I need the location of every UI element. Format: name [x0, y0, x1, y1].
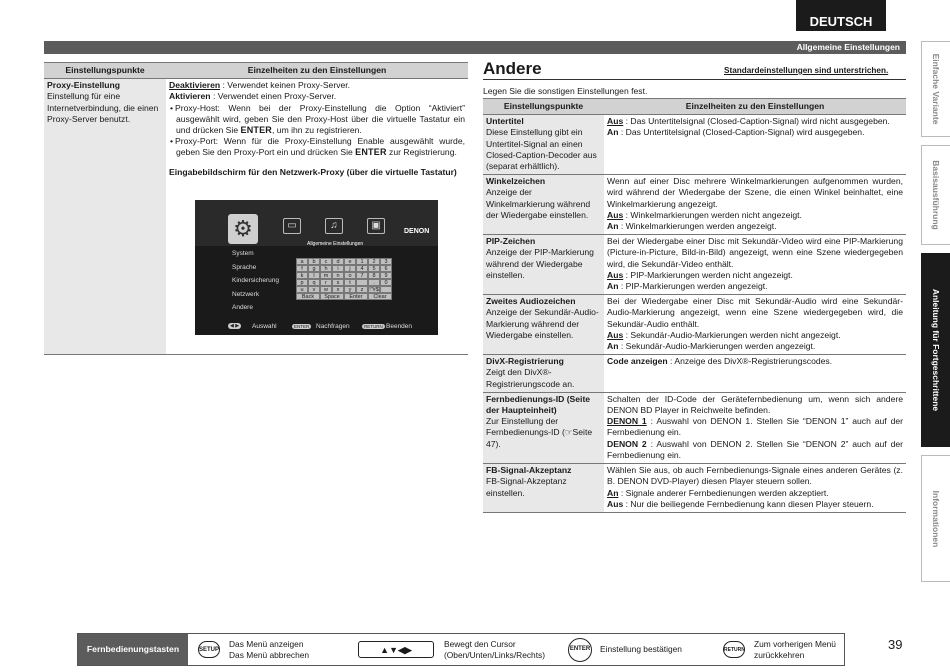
option-line: Aus : PIP-Markierungen werden nicht angezeigt.	[607, 269, 793, 280]
brand-logo: DENON	[404, 228, 430, 235]
keyboard-key: w	[320, 286, 332, 293]
page-number: 39	[888, 637, 903, 652]
keyboard-key: 0	[380, 279, 392, 286]
keyboard-key: o	[344, 272, 356, 279]
keyboard-key: l	[308, 272, 320, 279]
keyboard-key: z	[356, 286, 368, 293]
standard-note: Standardeinstellungen sind unterstrichen.	[724, 66, 889, 75]
option-line: Bei der Wiedergabe einer Disc mit Sekundär-Audio wird eine Sekundär-Audio-Markierung angezeigt, wenn eine Szene wiedergegeben wird, die Sekundär-Audio enthält.	[607, 296, 903, 329]
osd-gear-label: Allgemeine Einstellungen	[307, 241, 364, 247]
keyboard-key: e	[344, 258, 356, 265]
setting-desc: Anzeige der Sekundär-Audio-Markierung während der Wiedergabe einstellen.	[486, 307, 599, 340]
osd-menu-item: Andere	[232, 304, 253, 311]
osd-screenshot	[195, 200, 438, 335]
keyboard-key: Back	[296, 293, 320, 300]
keyboard-key: f	[296, 265, 308, 272]
keyboard-key: x	[332, 286, 344, 293]
enter-icon: ENTER	[294, 324, 310, 329]
option-line: Bei der Wiedergabe einer Disc mit Sekundär-Video wird eine PIP-Markierung (Picture-in-Picture, Bild-in-Bild) angezeigt, wenn eine Szene wiedergegeben wird, die Sekundär-Video enthält.	[607, 236, 903, 269]
keyboard-key: a	[296, 258, 308, 265]
sidetab-einfache-variante[interactable]: Einfache Variante	[921, 41, 950, 137]
option-line: DENON 2 : Auswahl von DENON 2. Stellen Sie “DENON 2” auch auf der Fernbedienung ein.	[607, 438, 904, 460]
arrows-icon: ◀ ▶	[230, 323, 240, 329]
remote-keys-footer	[77, 633, 845, 666]
return-icon: RETURN	[364, 324, 383, 329]
col-header-details: Einzelheiten zu den Einstellungen	[604, 99, 906, 115]
osd-menu-item: Kindersicherung	[232, 277, 279, 284]
keyboard-key: Space	[320, 293, 344, 300]
other-settings-table	[483, 98, 906, 513]
return-button-icon: RETURN	[723, 641, 745, 658]
music-icon: ♫	[325, 218, 343, 234]
keyboard-key: y	[344, 286, 356, 293]
intro-text: Legen Sie die sonstigen Einstellungen fest.	[483, 86, 648, 96]
col-header-settings: Einstellungspunkte	[44, 63, 166, 79]
display-icon: ▭	[283, 218, 301, 234]
setting-title: Zweites Audiozeichen	[486, 296, 576, 307]
keyboard-key: d	[332, 258, 344, 265]
keyboard-key: 9	[380, 272, 392, 279]
title-divider	[483, 79, 906, 80]
enter-text: Einstellung bestätigen	[600, 644, 682, 654]
option-line: An : Das Untertitelsignal (Closed-Caption-Signal) wird ausgegeben.	[607, 127, 865, 138]
keyboard-key: c	[320, 258, 332, 265]
col-header-settings: Einstellungspunkte	[483, 99, 604, 115]
setting-desc: Zeigt den DivX®-Registrierungscode an.	[486, 367, 575, 389]
osd-menu-item: Netzwerk	[232, 291, 260, 298]
option-text: : Verwendet einen Proxy-Server.	[210, 91, 337, 102]
keyboard-key: g	[308, 265, 320, 272]
keyboard-key: 4	[356, 265, 368, 272]
keyboard-key: s	[332, 279, 344, 286]
keyboard-key: m	[320, 272, 332, 279]
setting-desc: Zur Einstellung der Fernbedienungs-ID (☞Seite 47).	[486, 416, 593, 449]
osd-bottom-bar	[195, 323, 438, 335]
keyboard-key: t	[344, 279, 356, 286]
keyboard-key: i	[332, 265, 344, 272]
osd-hint: Beenden	[386, 323, 413, 330]
photo-icon: ▣	[367, 218, 385, 234]
cursor-keys-icon: ▲▼◀▶	[358, 641, 434, 658]
osd-hint: Nachfragen	[316, 323, 350, 330]
keyboard-key: 2	[368, 258, 380, 265]
setting-desc: Anzeige der Winkelmarkierung während der Wiedergabe einstellen.	[486, 187, 591, 220]
keyboard-key: 1	[356, 258, 368, 265]
option-line: Wenn auf einer Disc mehrere Winkelmarkierungen aufgenommen wurden, wird während der Wiedergabe der Szene, die einen Winkel beinhaltet, eine Winkelmarkierung angezeigt.	[607, 176, 903, 209]
keyboard-key: 8	[368, 272, 380, 279]
keyboard-key: n	[332, 272, 344, 279]
option-line: An : Signale anderer Fernbedienungen werden akzeptiert.	[607, 487, 829, 498]
table-row	[483, 464, 906, 513]
cursor-text: Bewegt den Cursor (Oben/Unten/Links/Rechts)	[444, 639, 546, 660]
bullet-item: • Proxy-Port: Wenn für die Proxy-Einstellung Enable ausgewählt wurde, geben Sie den Proxy-Port ein und drücken Sie ENTER zur Registrierung.	[176, 136, 465, 158]
setting-title: PIP-Zeichen	[486, 236, 536, 247]
option-line: Schalten der ID-Code der Gerätefernbedienung um, wenn sich andere DENON BD Player in Reichweite befinden.	[607, 393, 903, 416]
option-line: An : PIP-Markierungen werden angezeigt.	[607, 281, 768, 292]
table-row	[483, 235, 906, 295]
keyboard-key: j	[344, 265, 356, 272]
keyboard-key: r	[320, 279, 332, 286]
gear-icon: ⚙	[228, 214, 258, 244]
keyboard-key: p	[296, 279, 308, 286]
setting-title: Fernbedienungs-ID (Seite der Haupteinheit)	[486, 393, 591, 416]
option-line: Aus : Nur die beiliegende Fernbedienung kann diesen Player steuern.	[607, 498, 874, 509]
setting-title: DivX-Registrierung	[486, 356, 564, 367]
bullet-item: • Proxy-Host: Wenn bei der Proxy-Einstellung die Option “Aktiviert” ausgewählt wird, geben Sie den Proxy-Host über die virtuelle Tastatur ein und drücken Sie ENTER, um ihn zu registrieren.	[176, 103, 465, 137]
setup-button-icon: SETUP	[198, 641, 220, 658]
language-tab: DEUTSCH	[796, 0, 886, 31]
osd-caption: Eingabebildschirm für den Netzwerk-Proxy (über die virtuelle Tastatur)	[169, 166, 457, 177]
footer-label: Fernbedienungstasten	[78, 634, 188, 665]
setting-desc: FB-Signal-Akzeptanz einstellen.	[486, 476, 567, 498]
table-row	[483, 115, 906, 175]
option-line: An : Sekundär-Audio-Markierungen werden angezeigt.	[607, 341, 816, 352]
table-row	[483, 295, 906, 355]
osd-hint: Auswahl	[252, 323, 277, 330]
keyboard-key: u	[296, 286, 308, 293]
sidetab-informationen[interactable]: Informationen	[921, 455, 950, 582]
sidetab-fortgeschrittene[interactable]: Anleitung für Fortgeschrittene	[921, 253, 950, 447]
osd-menu-item: System	[232, 250, 254, 257]
osd-menu-item: Sprache	[232, 264, 257, 271]
option-line: DENON 1 : Auswahl von DENON 1. Stellen Sie “DENON 1” auch auf der Fernbedienung ein.	[607, 416, 904, 438]
keyboard-key: b	[308, 258, 320, 265]
enter-button-icon: ENTER	[568, 638, 592, 662]
option-line: An : Winkelmarkierungen werden angezeigt.	[607, 221, 777, 232]
keyboard-key	[380, 286, 392, 293]
option-line: Wählen Sie aus, ob auch Fernbedienungs-Signale eines anderen Gerätes (z. B. DENON DVD-Player) diesen Player steuern sollen.	[607, 465, 903, 487]
keyboard-key: !"#$	[369, 287, 379, 293]
keyboard-key: h	[320, 265, 332, 272]
setting-title: Proxy-Einstellung	[47, 80, 121, 91]
setting-desc: Anzeige der PIP-Markierung während der Wiedergabe einstellen.	[486, 247, 594, 280]
setting-title: Untertitel	[486, 116, 524, 127]
sidetab-basisausfuehrung[interactable]: Basisausführung	[921, 145, 950, 245]
keyboard-key: .	[368, 279, 380, 286]
setting-title: FB-Signal-Akzeptanz	[486, 465, 572, 476]
option-line: Aus : Winkelmarkierungen werden nicht angezeigt.	[607, 209, 802, 220]
setup-text: Das Menü anzeigen Das Menü abbrechen	[229, 639, 310, 660]
keyboard-key: 3	[380, 258, 392, 265]
keyboard-key: v	[308, 286, 320, 293]
option-default: Deaktivieren	[169, 80, 221, 91]
option-label: Aktivieren	[169, 91, 211, 102]
keyboard-key: Clear	[368, 293, 392, 300]
option-line: Aus : Das Untertitelsignal (Closed-Caption-Signal) wird nicht ausgegeben.	[607, 116, 890, 127]
setting-title: Winkelzeichen	[486, 176, 546, 187]
table-row	[483, 392, 906, 463]
return-text: Zum vorherigen Menü zurückkehren	[754, 639, 836, 660]
option-line: Aus : Sekundär-Audio-Markierungen werden nicht angezeigt.	[607, 329, 841, 340]
section-bar	[44, 41, 906, 54]
option-line: Code anzeigen : Anzeige des DivX®-Registrierungscodes.	[607, 356, 833, 367]
table-row	[483, 175, 906, 235]
keyboard-key	[356, 279, 368, 286]
keyboard-key: 6	[380, 265, 392, 272]
virtual-keyboard	[296, 258, 392, 300]
setting-desc: Einstellung für eine Internetverbindung, die einen Proxy-Server benutzt.	[47, 91, 159, 124]
col-header-details: Einzelheiten zu den Einstellungen	[166, 63, 468, 79]
table-row	[483, 355, 906, 393]
page-title: Andere	[483, 59, 542, 78]
option-text: : Verwendet keinen Proxy-Server.	[220, 80, 351, 91]
keyboard-key: Enter	[344, 293, 368, 300]
keyboard-key: 5	[368, 265, 380, 272]
keyboard-key: k	[296, 272, 308, 279]
setting-desc: Diese Einstellung gibt ein Untertitel-Signal an einen Closed-Caption-Decoder aus (separat erhältlich).	[486, 127, 597, 172]
keyboard-key: 7	[356, 272, 368, 279]
section-bar-label: Allgemeine Einstellungen	[796, 42, 900, 52]
keyboard-key: q	[308, 279, 320, 286]
